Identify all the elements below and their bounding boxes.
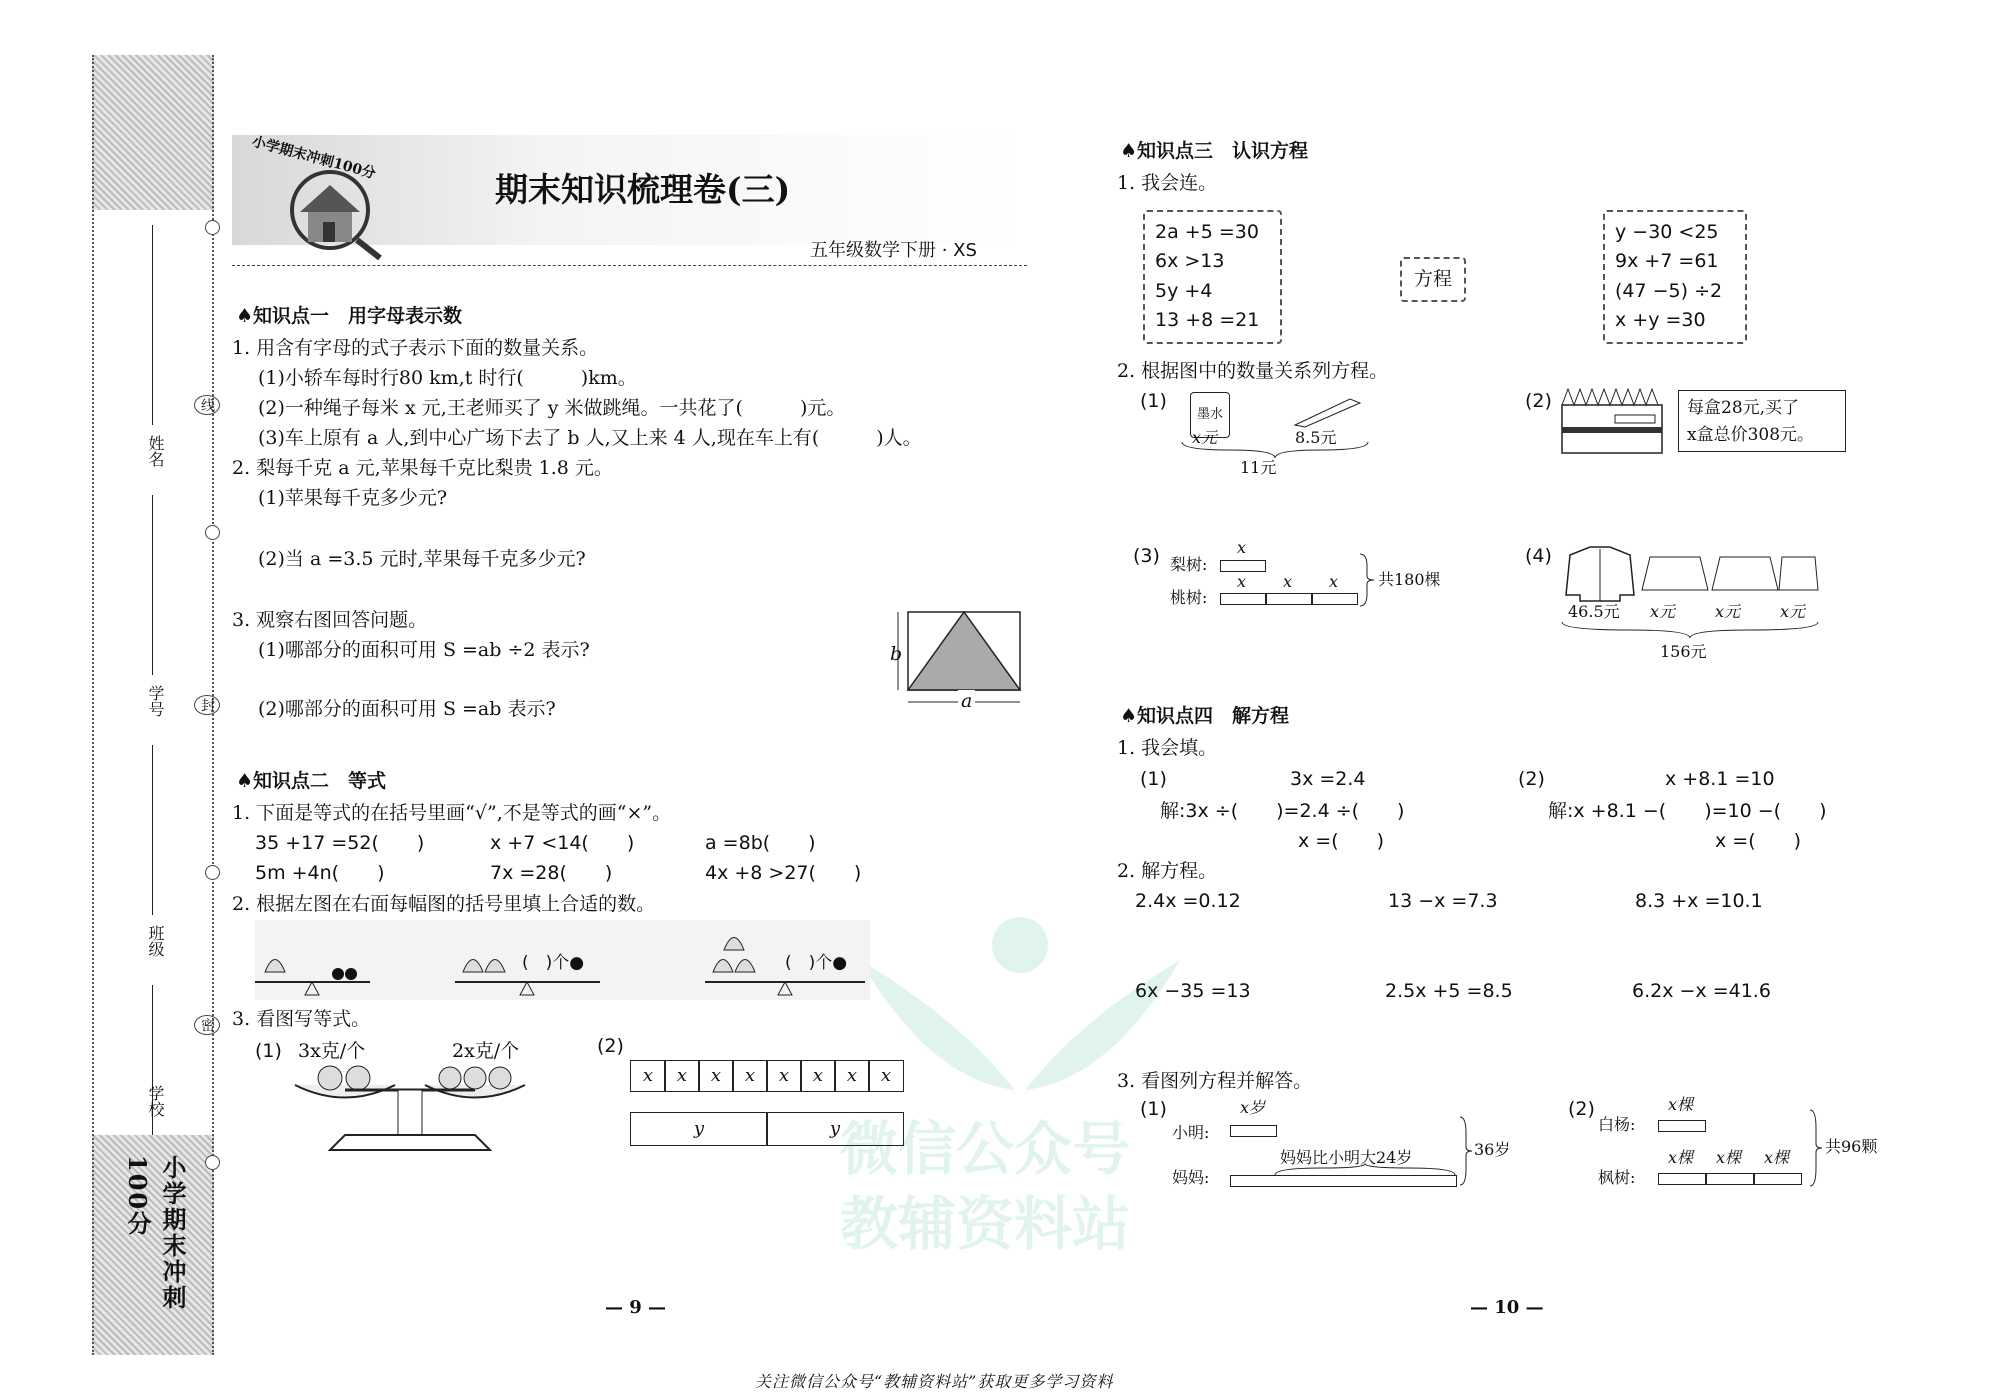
bar-segment <box>1230 1125 1277 1137</box>
question-text: 1. 用含有字母的式子表示下面的数量关系。 <box>232 337 599 359</box>
figure-number: (2) <box>1525 390 1552 412</box>
price-label: 46.5元 <box>1568 602 1620 621</box>
difference-label: 妈妈比小明大24岁 <box>1280 1148 1413 1167</box>
equation-item: 5m +4n( ) <box>255 862 385 884</box>
bar-cell-x: x <box>834 1060 870 1092</box>
spine-label-class: 班级 <box>146 925 165 957</box>
equation: 13 −x =7.3 <box>1388 890 1498 912</box>
x-label: x <box>1283 572 1293 591</box>
section-heading-k2: ♠知识点二 等式 <box>236 770 387 792</box>
row-label: 梨树: <box>1170 555 1208 574</box>
seal-char: 密 <box>194 1015 220 1035</box>
section-heading-k1: ♠知识点一 用字母表示数 <box>236 305 463 327</box>
figure-number: (1) <box>255 1040 282 1062</box>
question-text: 2. 根据图中的数量关系列方程。 <box>1117 360 1389 382</box>
equation: 2.4x =0.12 <box>1135 890 1241 912</box>
total-label: 36岁 <box>1474 1140 1511 1159</box>
question-text: (3)车上原有 a 人,到中心广场下去了 b 人,又上来 4 人,现在车上有( )人。 <box>258 427 922 449</box>
bar-segment <box>1658 1173 1706 1185</box>
question-text: (2)一种绳子每米 x 元,王老师买了 y 米做跳绳。一共花了( )元。 <box>258 397 846 419</box>
x-label: x <box>1237 538 1247 557</box>
watermark-line2: 教辅资料站 <box>840 1190 1131 1258</box>
page-number-left: — 9 — <box>605 1297 667 1318</box>
question-text: 2. 梨每千克 a 元,苹果每千克比梨贵 1.8 元。 <box>232 457 613 479</box>
clothes-icons <box>1560 545 1820 603</box>
price-note-box <box>1678 390 1846 452</box>
footer-note: 关注微信公众号“教辅资料站”获取更多学习资料 <box>755 1372 1114 1391</box>
bar-cell-x: x <box>868 1060 904 1092</box>
equation: 6x −35 =13 <box>1135 980 1251 1002</box>
row-label: 妈妈: <box>1172 1168 1210 1187</box>
bar-cell-x: x <box>630 1060 666 1092</box>
figure-number: (2) <box>597 1035 624 1057</box>
bar-cell-y: y <box>630 1112 768 1146</box>
brace <box>1273 1163 1458 1177</box>
brace <box>1358 552 1376 608</box>
equation: 6.2x −x =41.6 <box>1632 980 1771 1002</box>
equation: 2.5x +5 =8.5 <box>1385 980 1513 1002</box>
bar-cell-y: y <box>766 1112 904 1146</box>
price-label: x元 <box>1715 602 1741 621</box>
bar-segment <box>1754 1173 1802 1185</box>
binding-hole <box>205 525 220 540</box>
x-label: x棵 <box>1764 1148 1790 1167</box>
pen-icon <box>1290 393 1370 429</box>
brace <box>1808 1108 1824 1188</box>
spine-hatch-top <box>92 55 214 210</box>
total-label: 共96颗 <box>1825 1137 1878 1156</box>
solution-result: x =( ) <box>1715 830 1802 852</box>
weight-label: 2x克/个 <box>452 1040 520 1062</box>
x-label: x岁 <box>1240 1098 1266 1117</box>
logo-text: 小学期末冲刺100分 <box>250 133 378 183</box>
bar-cell-x: x <box>698 1060 734 1092</box>
equation-item: x +7 <14( ) <box>490 832 635 854</box>
x-label: x <box>1329 572 1339 591</box>
question-text: 3. 看图写等式。 <box>232 1008 371 1030</box>
question-text: 2. 解方程。 <box>1117 860 1218 882</box>
expression-item: x +y =30 <box>1615 309 1706 332</box>
price-label: x元 <box>1780 602 1806 621</box>
row-label: 桃树: <box>1170 588 1208 607</box>
equation-label-box: 方程 <box>1400 257 1466 302</box>
page-subtitle: 五年级数学下册 · XS <box>810 240 977 261</box>
question-text: (2)哪部分的面积可用 S =ab 表示? <box>258 698 556 720</box>
question-text: 1. 我会连。 <box>1117 172 1218 194</box>
row-label: 小明: <box>1172 1123 1210 1142</box>
equation: x +8.1 =10 <box>1665 768 1775 790</box>
expression-box-left <box>1143 210 1282 344</box>
watermark-line1: 微信公众号 <box>840 1115 1131 1183</box>
expression-item: y −30 <25 <box>1615 221 1719 243</box>
question-text: (1)哪部分的面积可用 S =ab ÷2 表示? <box>258 639 590 661</box>
binding-hole <box>205 220 220 235</box>
figure-number: (1) <box>1140 390 1167 412</box>
expression-item: 5y +4 <box>1155 279 1213 302</box>
page-number-right: — 10 — <box>1470 1297 1544 1318</box>
header-rule <box>232 265 1027 266</box>
bar-segment <box>1220 560 1266 572</box>
bar-segment <box>1706 1173 1754 1185</box>
note-line: 每盒28元,买了 <box>1687 398 1800 418</box>
bar-cell-x: x <box>664 1060 700 1092</box>
brace <box>1458 1115 1474 1187</box>
binding-hole <box>205 865 220 880</box>
sub-question-number: (1) <box>1140 768 1167 790</box>
bar-segment <box>1658 1120 1706 1132</box>
scale-blank: ( )个● <box>522 953 585 973</box>
solution-step: 解:x +8.1 −( )=10 −( ) <box>1548 800 1827 822</box>
expression-item: (47 −5) ÷2 <box>1615 279 1723 302</box>
note-line: x盒总价308元。 <box>1687 425 1815 445</box>
expression-item: 2a +5 =30 <box>1155 221 1259 243</box>
total-label: 156元 <box>1660 642 1707 661</box>
solution-step: 解:3x ÷( )=2.4 ÷( ) <box>1160 800 1405 822</box>
bar-segment <box>1266 593 1312 605</box>
figure-label-a: a <box>958 690 975 713</box>
expression-item: 13 +8 =21 <box>1155 309 1260 332</box>
question-text: 2. 根据左图在右面每幅图的括号里填上合适的数。 <box>232 893 656 915</box>
x-label: x棵 <box>1668 1148 1694 1167</box>
spine-line <box>152 495 153 675</box>
figure-label-b: b <box>890 643 903 665</box>
x-label: x棵 <box>1668 1095 1694 1114</box>
question-text: (1)小轿车每时行80 km,t 时行( )km。 <box>258 367 637 389</box>
equation-item: 4x +8 >27( ) <box>705 862 862 884</box>
equation: 8.3 +x =10.1 <box>1635 890 1763 912</box>
price-label: x元 <box>1650 602 1676 621</box>
bar-cell-x: x <box>766 1060 802 1092</box>
equation-item: 7x =28( ) <box>490 862 613 884</box>
bar-cell-x: x <box>800 1060 836 1092</box>
figure-number: (1) <box>1140 1098 1167 1120</box>
section-heading-k3: ♠知识点三 认识方程 <box>1120 140 1309 162</box>
spine-label-school: 学校 <box>146 1085 165 1117</box>
ink-bottle-icon: 墨水 <box>1190 392 1230 438</box>
sub-question-number: (2) <box>1518 768 1545 790</box>
bar-cell-x: x <box>732 1060 768 1092</box>
equation-item: 35 +17 =52( ) <box>255 832 425 854</box>
total-label: 共180棵 <box>1378 570 1441 589</box>
figure-number: (4) <box>1525 545 1552 567</box>
pencil-box-icon <box>1560 385 1665 457</box>
bar-segment <box>1220 593 1266 605</box>
spine-line <box>152 225 153 425</box>
question-text: 1. 我会填。 <box>1117 737 1218 759</box>
spine-line <box>152 745 153 915</box>
price-label: x元 <box>1192 428 1218 447</box>
row-label: 白杨: <box>1598 1115 1636 1134</box>
figure-number: (2) <box>1568 1098 1595 1120</box>
solution-result: x =( ) <box>1298 830 1385 852</box>
question-text: 1. 下面是等式的在括号里画“√”,不是等式的画“×”。 <box>232 802 672 824</box>
expression-item: 6x >13 <box>1155 250 1225 273</box>
equation-item: a =8b( ) <box>705 832 816 854</box>
section-heading-k4: ♠知识点四 解方程 <box>1120 705 1290 727</box>
bar-segment <box>1312 593 1358 605</box>
weight-label: 3x克/个 <box>298 1040 366 1062</box>
brace <box>1180 440 1370 460</box>
spine-label-name: 姓名 <box>146 435 165 467</box>
binding-hole <box>205 1155 220 1170</box>
figure-number: (3) <box>1133 545 1160 567</box>
question-text: (1)苹果每千克多少元? <box>258 487 448 509</box>
weighing-scale-drawing <box>290 1060 530 1160</box>
price-label: 8.5元 <box>1295 428 1337 447</box>
expression-item: 9x +7 =61 <box>1615 250 1719 273</box>
spine-brand: 小学期末冲刺100分 <box>123 1155 187 1311</box>
row-label: 枫树: <box>1598 1168 1636 1187</box>
question-text: (2)当 a =3.5 元时,苹果每千克多少元? <box>258 548 586 570</box>
page-title: 期末知识梳理卷(三) <box>495 170 791 209</box>
total-label: 11元 <box>1240 458 1277 477</box>
scale-blank: ( )个● <box>785 953 848 973</box>
seal-char: 封 <box>194 695 220 715</box>
x-label: x <box>1237 572 1247 591</box>
equation: 3x =2.4 <box>1290 768 1366 790</box>
expression-box-right <box>1603 210 1747 344</box>
x-label: x棵 <box>1716 1148 1742 1167</box>
question-text: 3. 观察右图回答问题。 <box>232 609 428 631</box>
brace <box>1560 620 1822 640</box>
binding-spine <box>92 55 214 1355</box>
question-text: 3. 看图列方程并解答。 <box>1117 1070 1313 1092</box>
spine-dotted-line <box>92 55 96 1355</box>
seal-char: 线 <box>194 395 220 415</box>
spine-label-id: 学号 <box>146 685 165 717</box>
